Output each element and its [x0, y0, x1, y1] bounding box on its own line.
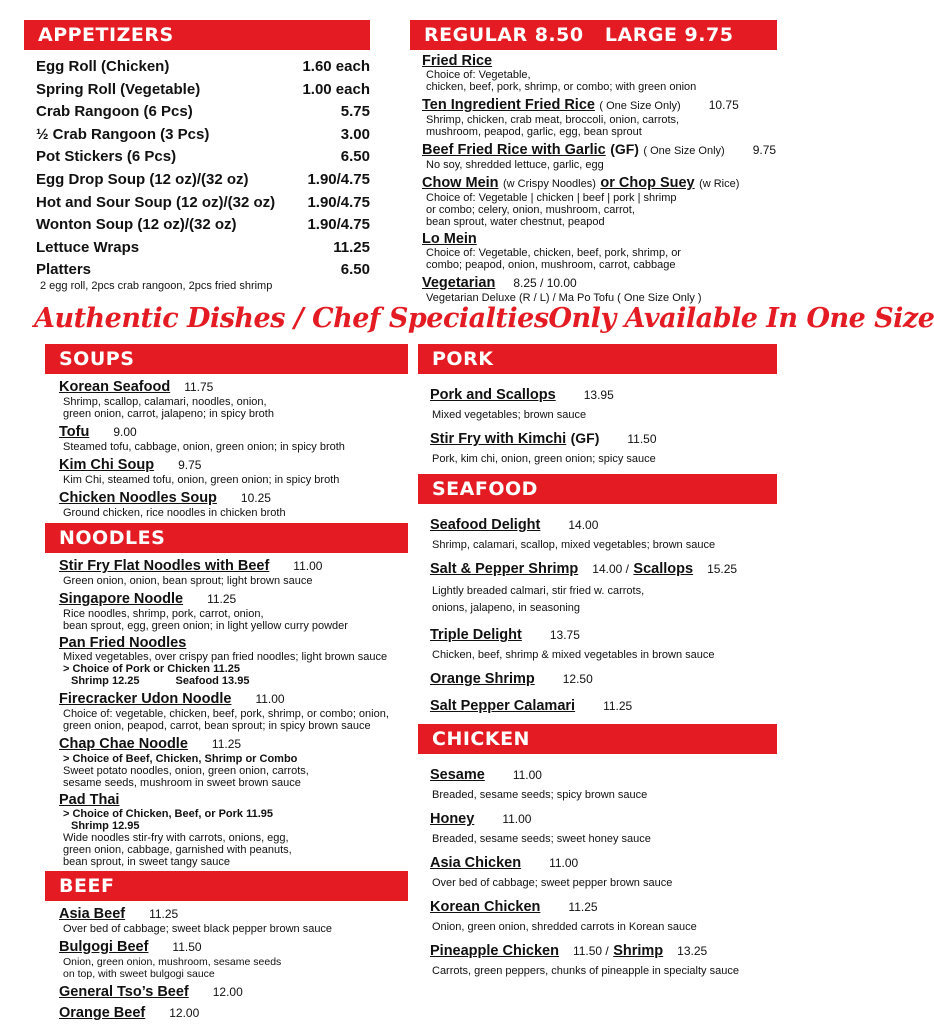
item-price: 12.50 [562, 672, 593, 686]
menu-item [59, 590, 408, 632]
menu-item [430, 670, 777, 688]
menu-item [59, 905, 408, 935]
menu-item [36, 192, 370, 215]
specialties-title-left: Authentic Dishes / Chef Specialties [34, 303, 549, 334]
item-name: Fried Rice [422, 53, 493, 69]
item-description: Choice of: Vegetable | chicken | beef | pork | shrimp or combo; celery, onion, mushroom, carrot, bean sprout, water chestnut, peapod [426, 192, 677, 228]
item-price: 11.25 [207, 592, 237, 606]
soups-heading: SOUPS [45, 344, 408, 374]
item-name: Stir Fry with Kimchi [430, 431, 567, 447]
item-name: Beef Fried Rice with Garlic [422, 142, 606, 158]
item-price: 5.75 [340, 103, 370, 121]
menu-item [36, 101, 370, 124]
gf-badge: (GF) [570, 430, 600, 446]
item-name: Orange Shrimp [430, 671, 535, 687]
item-price: 9.75 [178, 458, 202, 472]
item-name: Korean Chicken [430, 899, 541, 915]
choice-line: > Choice of Beef, Chicken, Shrimp or Combo [63, 753, 298, 765]
menu-item [422, 174, 777, 228]
menu-item [422, 53, 777, 93]
shrimp-price: Shrimp 12.25 [71, 675, 140, 687]
item-name: Wonton Soup (12 oz)/(32 oz) [36, 216, 237, 234]
item-price: 1.90/4.75 [307, 193, 370, 211]
menu-item [430, 810, 777, 845]
item-price: 14.00 [568, 518, 599, 532]
item-description: Onion, green onion, shredded carrots in Korean sauce [432, 921, 697, 933]
item-description: Choice of: Vegetable, chicken, beef, pork, shrimp, or combo; peapod, onion, mushroom, carrot, cabbage [426, 247, 681, 271]
item-name: Vegetarian [422, 275, 496, 291]
menu-item [59, 983, 408, 1001]
left-lower-column [45, 344, 408, 1025]
menu-item [36, 169, 370, 192]
item-description: Kim Chi, steamed tofu, onion, green onion; in spicy broth [63, 474, 340, 486]
item-description: Sweet potato noodles, onion, green onion, carrots, sesame seeds, mushroom in sweet brown sauce [63, 765, 309, 789]
item-description: Green onion, onion, bean sprout; light brown sauce [63, 575, 313, 587]
item-description: Over bed of cabbage; sweet black pepper brown sauce [63, 923, 333, 935]
item-name: Tofu [59, 424, 90, 440]
item-price: 13.75 [549, 628, 580, 642]
item-price: 11.50 [172, 940, 202, 954]
menu-item [430, 626, 777, 661]
chicken-heading: CHICKEN [418, 724, 777, 754]
item-price: 8.25 / 10.00 [513, 276, 577, 290]
item-price: 11.00 [549, 856, 579, 870]
item-price: 11.75 [184, 380, 214, 394]
item-description: Lightly breaded calmari, stir fried w. carrots, onions, jalapeno, in seasoning [432, 585, 645, 614]
item-name: Sesame [430, 767, 485, 783]
item-price: 1.60 each [302, 58, 370, 75]
item-price: 11.00 [293, 559, 323, 573]
choice-line: > Choice of Pork or Chicken 11.25 [63, 663, 240, 675]
seafood-price: Seafood 13.95 [175, 675, 250, 687]
item-note: (w Crispy Noodles) [502, 178, 596, 190]
item-description: Wide noodles stir-fry with carrots, onions, egg, green onion, cabbage, garnished with peanuts, bean sprout, in sweet tangy sauce [63, 832, 292, 868]
item-price: 9.75 [752, 143, 777, 157]
item-price: 11.00 [512, 768, 542, 782]
item-name: Pork and Scallops [430, 387, 556, 403]
item-price: 10.25 [240, 491, 271, 505]
gf-badge: (GF) [610, 141, 639, 157]
menu-item [59, 557, 408, 587]
appetizers-section [24, 20, 370, 292]
item-name: Honey [430, 811, 475, 827]
item-price: 12.00 [169, 1006, 200, 1020]
item-price: 14.00 / [592, 562, 629, 576]
menu-item [36, 214, 370, 237]
item-name: Chow Mein [422, 175, 499, 191]
item-price: 3.00 [340, 125, 370, 143]
item-name: Asia Chicken [430, 855, 522, 871]
item-description: Over bed of cabbage; sweet pepper brown sauce [432, 877, 673, 889]
item-name: Triple Delight [430, 627, 522, 643]
menu-item [422, 274, 777, 304]
item-name: Pineapple Chicken [430, 943, 559, 959]
item-description: Carrots, green peppers, chunks of pineapple in specialty sauce [432, 965, 739, 977]
item-price: 9.00 [113, 425, 137, 439]
specialties-title [34, 303, 934, 334]
item-description: Mixed vegetables, over crispy pan fried noodles; light brown sauce [63, 651, 388, 663]
item-name: Korean Seafood [59, 379, 171, 395]
item-description: Rice noodles, shrimp, pork, carrot, onion, bean sprout, egg, green onion; in light yellow curry powder [63, 608, 348, 632]
regular-large-heading: REGULAR 8.50 LARGE 9.75 [410, 20, 777, 50]
menu-item [36, 237, 370, 260]
menu-item [59, 423, 408, 453]
item-name-2: or Chop Suey [600, 175, 695, 191]
menu-item [430, 516, 777, 551]
item-price-2: 13.25 [677, 944, 708, 958]
item-name: General Tso’s Beef [59, 984, 189, 1000]
specialties-title-right: Only Available In One Size [548, 303, 934, 334]
item-name: Lettuce Wraps [36, 238, 140, 256]
item-name: Chap Chae Noodle [59, 736, 188, 752]
menu-item [422, 231, 777, 271]
item-price: 11.00 [502, 812, 532, 826]
item-description: 2 egg roll, 2pcs crab rangoon, 2pcs fried shrimp [40, 279, 273, 292]
choice-line-2 [59, 675, 408, 687]
item-price: 11.25 [568, 900, 598, 914]
item-name: Firecracker Udon Noodle [59, 691, 232, 707]
right-lower-column [418, 344, 777, 986]
item-price: 6.50 [340, 148, 370, 166]
menu-item [430, 697, 777, 715]
menu-item [36, 146, 370, 169]
item-description: No soy, shredded lettuce, garlic, egg [426, 159, 604, 171]
appetizers-heading: APPETIZERS [24, 20, 370, 50]
item-name: Crab Rangoon (6 Pcs) [36, 103, 193, 121]
item-name: Platters [36, 261, 92, 279]
item-name: Chicken Noodles Soup [59, 490, 217, 506]
menu-item [59, 735, 408, 789]
item-description: Mixed vegetables; brown sauce [432, 409, 587, 421]
item-name: Egg Roll (Chicken) [36, 58, 170, 75]
menu-item [430, 854, 777, 889]
item-name: Spring Roll (Vegetable) [36, 80, 201, 98]
item-name-2: Scallops [633, 561, 694, 577]
item-description: Breaded, sesame seeds; spicy brown sauce [432, 789, 648, 801]
menu-item [59, 378, 408, 420]
menu-item [430, 898, 777, 933]
menu-item [59, 1004, 408, 1022]
menu-item [36, 124, 370, 147]
item-price: 1.00 each [302, 80, 370, 98]
item-name: Orange Beef [59, 1005, 146, 1021]
menu-item [59, 690, 408, 732]
item-price: 6.50 [340, 261, 370, 279]
item-price: 13.95 [583, 388, 614, 402]
noodles-heading: NOODLES [45, 523, 408, 553]
regular-large-section [410, 20, 777, 307]
item-name: Stir Fry Flat Noodles with Beef [59, 558, 270, 574]
menu-item [430, 560, 777, 617]
item-price: 11.25 [211, 737, 242, 751]
pork-heading: PORK [418, 344, 777, 374]
item-name: Ten Ingredient Fried Rice [422, 97, 595, 113]
item-name: Pan Fried Noodles [59, 635, 187, 651]
menu-item [422, 141, 777, 171]
item-name: Pot Stickers (6 Pcs) [36, 148, 177, 166]
item-name: ½ Crab Rangoon (3 Pcs) [36, 125, 210, 143]
item-price: 11.25 [603, 699, 633, 713]
item-name: Salt & Pepper Shrimp [430, 561, 579, 577]
item-price: 1.90/4.75 [307, 170, 370, 188]
item-description: Choice of: vegetable, chicken, beef, pork, shrimp, or combo; onion, green onion, peapod, carrot, bean sprout; in spicy brown sauce [63, 708, 389, 732]
item-name: Bulgogi Beef [59, 939, 149, 955]
item-price: 11.25 [333, 238, 370, 256]
item-price: 11.50 / [572, 944, 609, 958]
item-description: Pork, kim chi, onion, green onion; spicy sauce [432, 453, 656, 465]
item-price: 11.50 [627, 432, 657, 446]
beef-heading: BEEF [45, 871, 408, 901]
item-price: 11.25 [149, 907, 179, 921]
menu-item [430, 386, 777, 421]
item-description: Breaded, sesame seeds; sweet honey sauce [432, 833, 651, 845]
item-price-2: 15.25 [707, 562, 738, 576]
item-description: Ground chicken, rice noodles in chicken broth [63, 507, 286, 519]
item-name: Lo Mein [422, 231, 477, 247]
item-description: Choice of: Vegetable, chicken, beef, pork, shrimp, or combo; with green onion [426, 69, 697, 93]
item-description: Shrimp, scallop, calamari, noodles, onion, green onion, carrot, jalapeno; in spicy broth [63, 396, 274, 420]
item-description: Onion, green onion, mushroom, sesame seeds on top, with sweet bulgogi sauce [63, 956, 282, 980]
menu-item [59, 938, 408, 980]
menu-item [430, 942, 777, 977]
menu-item [59, 489, 408, 519]
item-price: 10.75 [708, 98, 739, 112]
item-description: Vegetarian Deluxe (R / L) / Ma Po Tofu ( One Size Only ) [426, 292, 702, 304]
menu-item [36, 56, 370, 79]
menu-item [430, 430, 777, 465]
item-name: Asia Beef [59, 906, 126, 922]
item-price: 12.00 [212, 985, 243, 999]
choice-line: > Choice of Chicken, Beef, or Pork 11.95 [63, 808, 273, 820]
menu-item [59, 792, 408, 868]
item-description: Chicken, beef, shrimp & mixed vegetables in brown sauce [432, 649, 715, 661]
item-name: Salt Pepper Calamari [430, 698, 576, 714]
menu-item [59, 635, 408, 687]
choice-line-2: Shrimp 12.95 [71, 820, 140, 832]
item-name-2: Shrimp [613, 943, 664, 959]
item-description: Shrimp, chicken, crab meat, broccoli, onion, carrots, mushroom, peapod, garlic, egg, bean sprout [426, 114, 680, 138]
item-name: Seafood Delight [430, 517, 541, 533]
menu-item [430, 766, 777, 801]
size-note: ( One Size Only) [599, 100, 681, 112]
item-name: Singapore Noodle [59, 591, 184, 607]
menu-item [422, 96, 777, 138]
menu-item [36, 79, 370, 102]
item-price: 11.00 [255, 692, 285, 706]
item-price: 1.90/4.75 [307, 216, 370, 234]
menu-item [36, 259, 370, 282]
size-note: ( One Size Only) [643, 145, 725, 157]
item-description: Shrimp, calamari, scallop, mixed vegetables; brown sauce [432, 539, 716, 551]
seafood-heading: SEAFOOD [418, 474, 777, 504]
item-name: Kim Chi Soup [59, 457, 155, 473]
item-note-2: (w Rice) [699, 178, 740, 190]
menu-item [59, 456, 408, 486]
item-name: Hot and Sour Soup (12 oz)/(32 oz) [36, 193, 276, 211]
item-name: Pad Thai [59, 792, 120, 808]
item-description: Steamed tofu, cabbage, onion, green onion; in spicy broth [63, 441, 345, 453]
item-name: Egg Drop Soup (12 oz)/(32 oz) [36, 170, 249, 188]
